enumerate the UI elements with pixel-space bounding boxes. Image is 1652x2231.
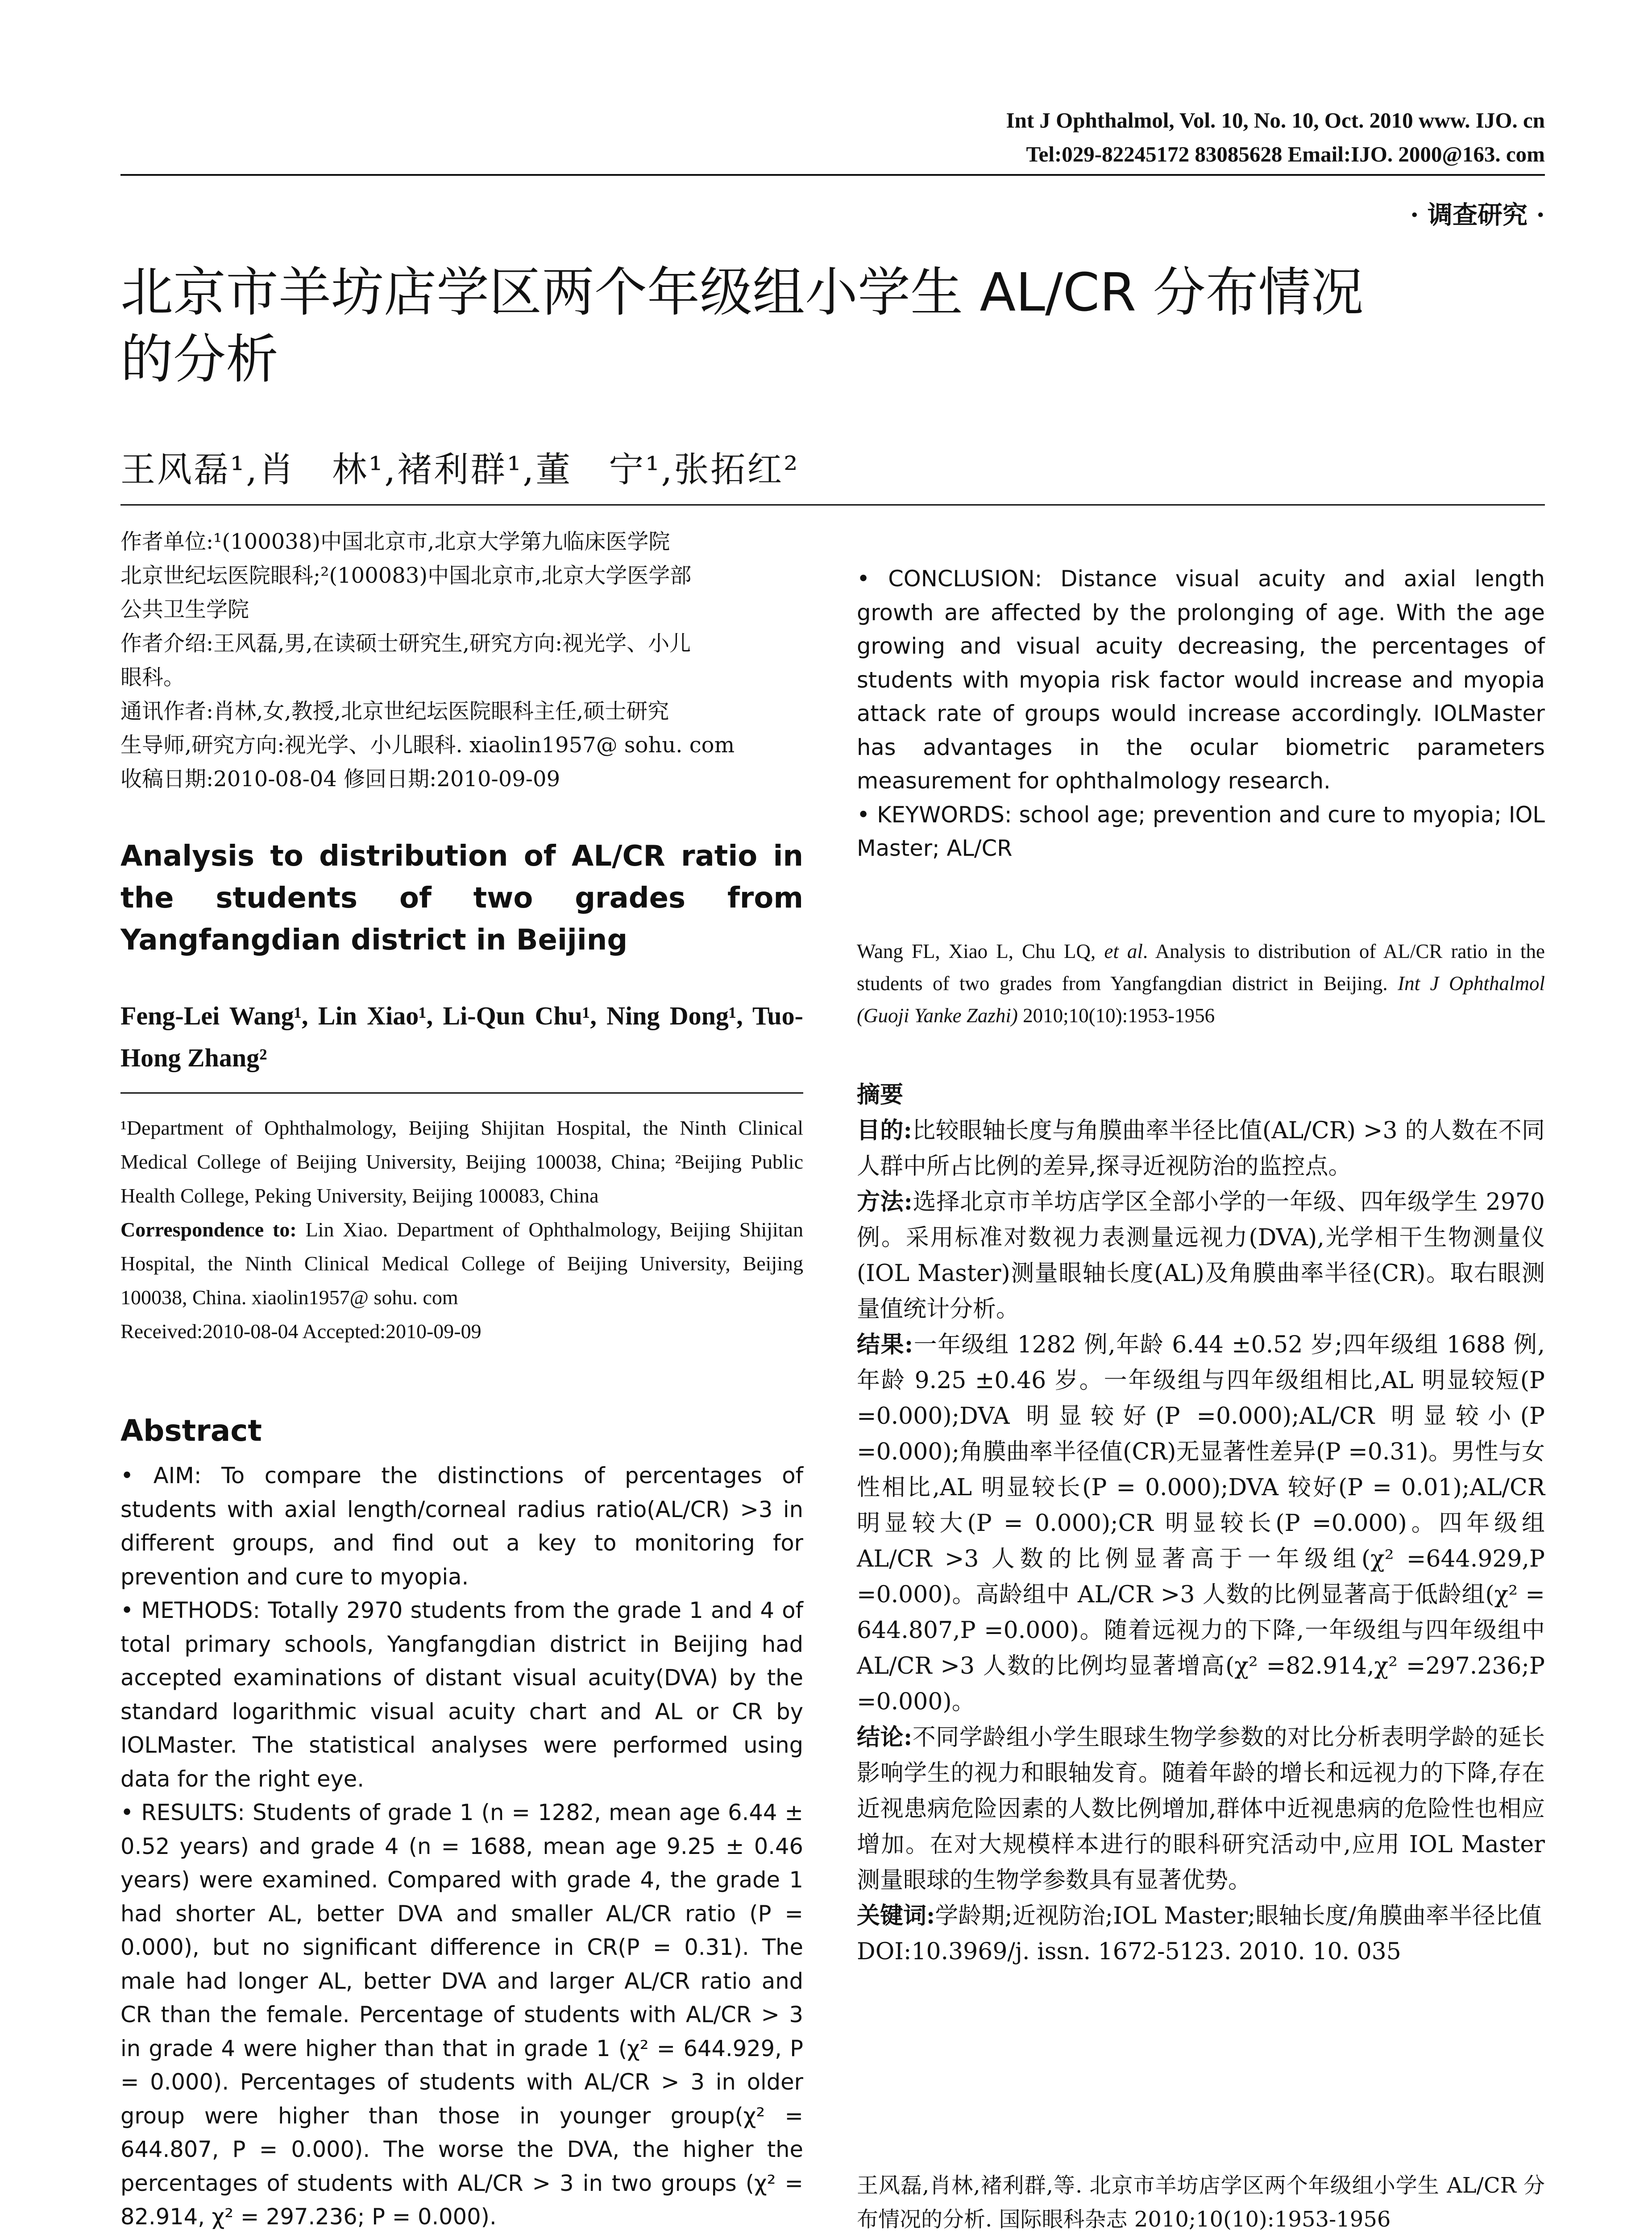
chinese-abstract <box>857 1077 1545 1970</box>
cn-abstract-heading: 摘要 <box>857 1081 904 1108</box>
correspondence-label: Correspondence to: <box>120 1218 297 1241</box>
header-rule <box>120 174 1545 176</box>
english-authors: Feng-Lei Wang¹, Lin Xiao¹, Li-Qun Chu¹, Ning Dong¹, Tuo-Hong Zhang² <box>120 1001 803 1072</box>
cn-aim: 目的:比较眼轴长度与角膜曲率半径比值(AL/CR) >3 的人数在不同人群中所占比例的差异,探寻近视防治的监控点。 <box>857 1117 1545 1180</box>
results-label: • RESULTS: <box>120 1800 245 1825</box>
methods-label: • METHODS: <box>120 1597 261 1623</box>
affiliation-rule <box>120 1092 803 1094</box>
cn-info-line: 作者单位:¹(100038)中国北京市,北京大学第九临床医学院 <box>120 529 670 554</box>
section-label: · 调查研究 · <box>1410 200 1545 230</box>
cn-info-line: 北京世纪坛医院眼科;²(100083)中国北京市,北京大学医学部 <box>120 563 692 588</box>
received-dates: Received:2010-08-04 Accepted:2010-09-09 <box>120 1320 481 1343</box>
conclusion-text: Distance visual acuity and axial length growth are affected by the prolonging of age. With the age growing and visual acuity decreasing, the percentages of students with myopia risk factor would increase and myopia attack rate of groups would increase accordingly. IOLMaster has advantages in the ocular biometric parameters measurement for ophthalmology research. <box>857 566 1545 794</box>
english-abstract-left <box>120 1459 803 2231</box>
cn-conclusion: 结论:不同学龄组小学生眼球生物学参数的对比分析表明学龄的延长影响学生的视力和眼轴发育。随着年龄的增长和远视力的下降,存在近视患病危险因素的人数比例增加,群体中近视患病的危险性也相应增加。在对大规模样本进行的眼科研究活动中,应用 IOL Master 测量眼球的生物学参数具有显著优势。 <box>857 1724 1545 1894</box>
keywords-label: • KEYWORDS: <box>857 801 1012 828</box>
authors-rule <box>120 504 1545 506</box>
english-title: Analysis to distribution of AL/CR ratio in the students of two grades from Yangfangdian district in Beijing <box>120 840 803 957</box>
page-title <box>120 259 1548 393</box>
correspondence-text: Lin Xiao. Department of Ophthalmology, Beijing Shijitan Hospital, the Ninth Clinical Medical College of Beijing University, Beijing 100038, China. xiaolin1957@ sohu. com <box>120 1218 804 1309</box>
cn-info-line: 眼科。 <box>120 665 185 690</box>
title-line2: 的分析 <box>120 328 279 390</box>
cn-info-line: 公共卫生学院 <box>120 597 249 622</box>
journal-header-line1: Int J Ophthalmol, Vol. 10, No. 10, Oct. 2010 www. IJO. cn <box>1006 108 1545 133</box>
abstract-heading: Abstract <box>120 1414 262 1448</box>
affiliation <box>120 1111 803 1348</box>
conclusion-label: • CONCLUSION: <box>857 566 1042 592</box>
cn-results: 结果:一年级组 1282 例,年龄 6.44 ±0.52 岁;四年级组 1688 例,年龄 9.25 ±0.46 岁。一年级组与四年级组相比,AL 明显较短(P =0.000);DVA 明显较好(P =0.000);AL/CR 明显较小(P =0.000);角膜曲率半径值(CR)无显著性差异(P =0.31)。男性与女性相比,AL 明显较长(P = 0.000);DVA 较好(P = 0.01);AL/CR 明显较大(P = 0.000);CR 明显较长(P =0.000)。四年级组 AL/CR >3 人数的比例显著高于一年级组(χ² =644.929,P =0.000)。高龄组中 AL/CR >3 人数的比例显著高于低龄组(χ² = 644.807,P =0.000)。随着远视力的下降,一年级组与四年级组中 AL/CR >3 人数的比例均显著增高(χ² =82.914,χ² =297.236;P =0.000)。 <box>857 1331 1545 1715</box>
results-text: Students of grade 1 (n = 1282, mean age 6.44 ± 0.52 years) and grade 4 (n = 1688, mean age 9.25 ± 0.46 years) were examined. Compared with grade 4, the grade 1 had shorter AL, better DVA and smaller AL/CR ratio (P = 0.000), but no significant difference in CR(P = 0.31). The male had longer AL, better DVA and larger AL/CR ratio and CR than the female. Percentage of students with AL/CR > 3 in grade 4 were higher than that in grade 1 (χ² = 644.929, P = 0.000). Percentages of students with AL/CR > 3 in older group were higher than those in younger group(χ² = 644.807, P = 0.000). The worse the DVA, the higher the percentages of students with AL/CR > 3 in two groups (χ² = 82.914, χ² = 297.236; P = 0.000). <box>120 1800 803 2230</box>
abstract-keywords <box>857 798 1545 866</box>
journal-header-line2: Tel:029-82245172 83085628 Email:IJO. 2000@163. com <box>1026 142 1545 166</box>
cn-info-line: 收稿日期:2010-08-04 修回日期:2010-09-09 <box>120 767 560 792</box>
cn-info-line: 通讯作者:肖林,女,教授,北京世纪坛医院眼科主任,硕士研究 <box>120 699 669 724</box>
citation-cn: 王风磊,肖林,褚利群,等. 北京市羊坊店学区两个年级组小学生 AL/CR 分布情况的分析. 国际眼科杂志 2010;10(10):1953-1956 <box>857 2173 1545 2231</box>
cn-info-line: 作者介绍:王风磊,男,在读硕士研究生,研究方向:视光学、小儿 <box>120 631 691 656</box>
abstract-methods <box>120 1594 803 1796</box>
authors-cn: 王风磊¹,肖 林¹,褚利群¹,董 宁¹,张拓红² <box>120 450 800 490</box>
abstract-aim <box>120 1459 803 1594</box>
cn-author-info <box>120 525 803 796</box>
aim-label: • AIM: <box>120 1463 202 1489</box>
cn-methods: 方法:选择北京市羊坊店学区全部小学的一年级、四年级学生 2970 例。采用标准对数视力表测量远视力(DVA),光学相干生物测量仪(IOL Master)测量眼轴长度(AL)及角膜曲率半径(CR)。取右眼测量值统计分析。 <box>857 1188 1545 1323</box>
abstract-results <box>120 1796 803 2231</box>
cn-keywords: 关键词:学龄期;近视防治;IOL Master;眼轴长度/角膜曲率半径比值 <box>857 1902 1542 1929</box>
methods-text: Totally 2970 students from the grade 1 and 4 of total primary schools, Yangfangdian district in Beijing had accepted examinations of distant visual acuity(DVA) by the standard logarithmic visual acuity chart and AL or CR by IOLMaster. The statistical analyses were performed using data for the right eye. <box>120 1597 803 1792</box>
title-line1: 北京市羊坊店学区两个年级组小学生 AL/CR 分布情况 <box>120 261 1364 323</box>
english-abstract-right <box>857 562 1545 866</box>
aim-text: To compare the distinctions of percentages of students with axial length/corneal radius ratio(AL/CR) >3 in different groups, and find out a key to monitoring for prevention and cure to myopia. <box>120 1463 803 1590</box>
affiliation-text: ¹Department of Ophthalmology, Beijing Shijitan Hospital, the Ninth Clinical Medical College of Beijing University, Beijing 100038, China; ²Beijing Public Health College, Peking University, Beijing 100083, China <box>120 1116 803 1207</box>
cn-info-line: 生导师,研究方向:视光学、小儿眼科. xiaolin1957@ sohu. com <box>120 733 735 758</box>
keywords-text: school age; prevention and cure to myopia; IOL Master; AL/CR <box>857 801 1545 861</box>
citation-en: Wang FL, Xiao L, Chu LQ, et al. Analysis to distribution of AL/CR ratio in the students of two grades from Yangfangdian district in Beijing. Int J Ophthalmol (Guoji Yanke Zazhi) 2010;10(10):1953-1956 <box>857 940 1545 1027</box>
abstract-conclusion <box>857 562 1545 798</box>
cn-doi: DOI:10.3969/j. issn. 1672-5123. 2010. 10. 035 <box>857 1938 1401 1965</box>
